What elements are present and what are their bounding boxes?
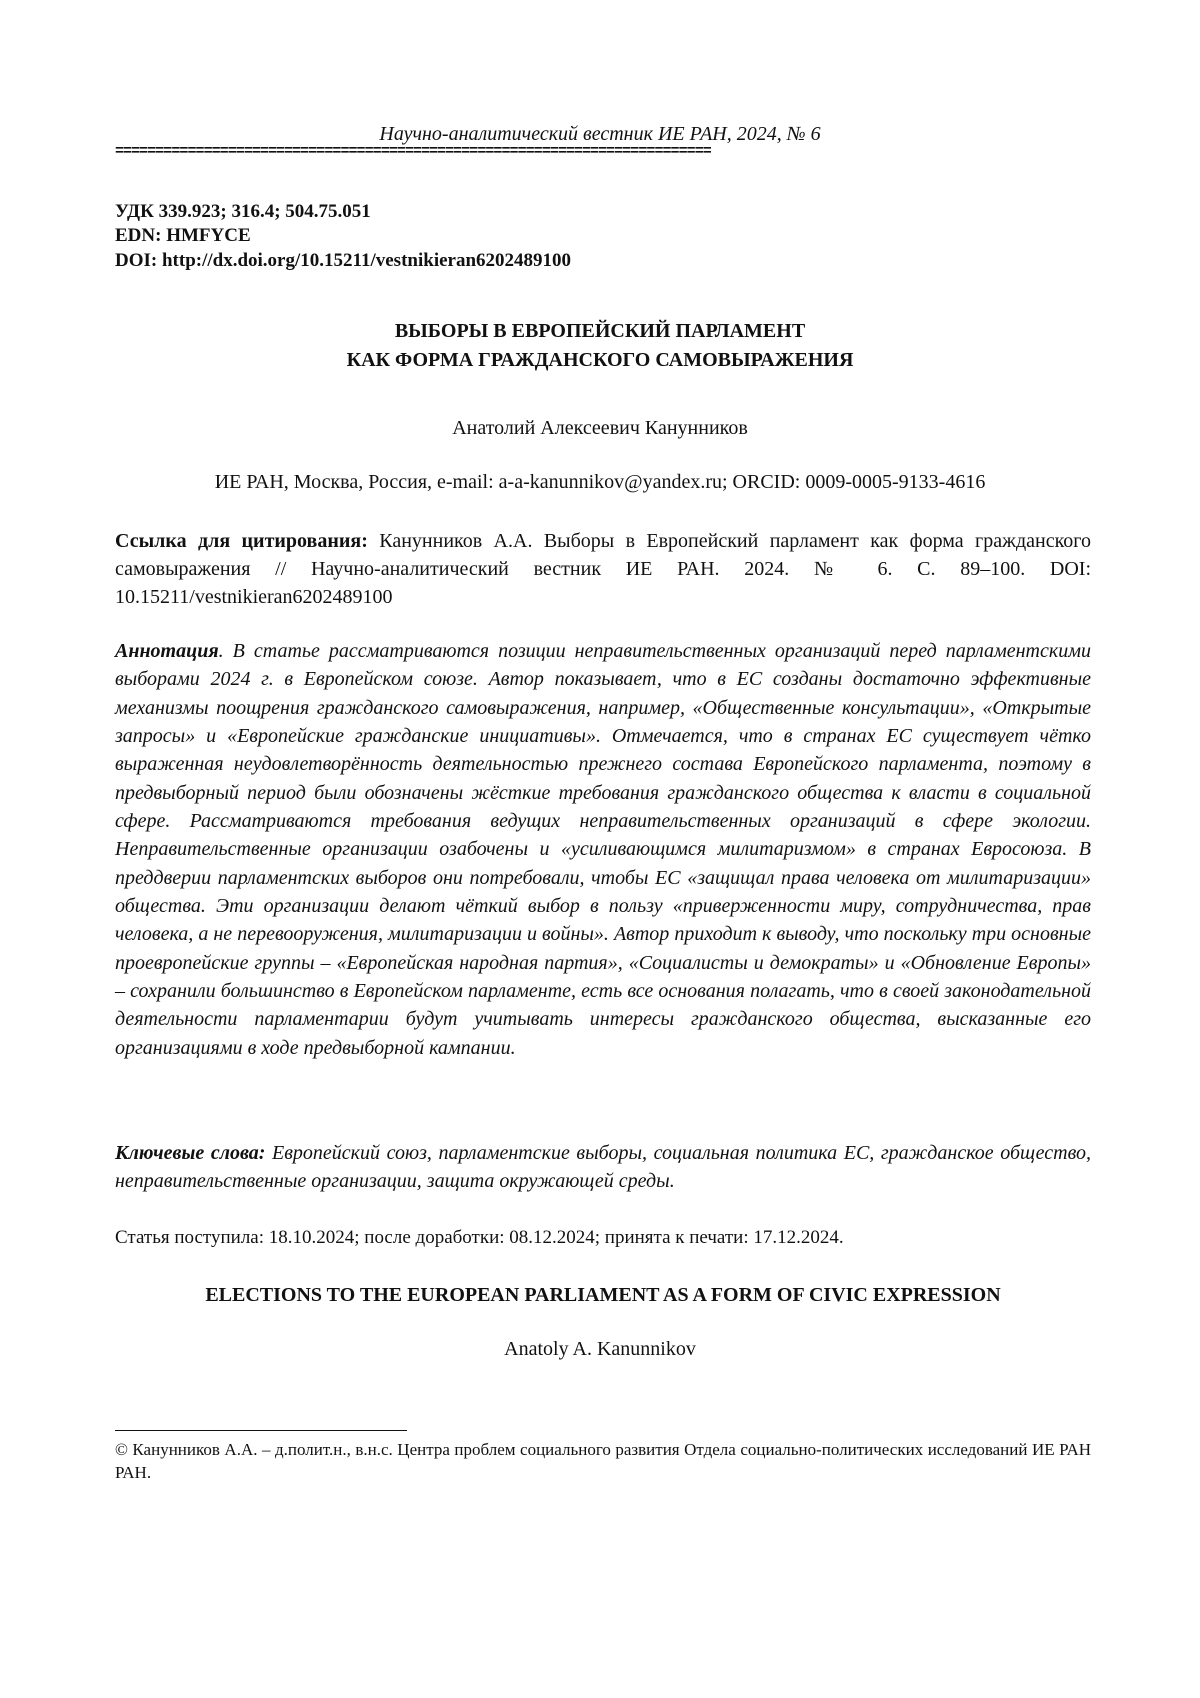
doi-link[interactable]: DOI: http://dx.doi.org/10.15211/vestnikieran6202489100 [115,250,572,271]
citation-block [115,527,1091,611]
abstract-block [115,637,1091,1062]
keywords-label: Ключевые слова: [115,1142,266,1164]
footnote-divider [115,1430,407,1431]
header-rule: ========================================================================== [115,146,711,158]
article-title-line-2: КАК ФОРМА ГРАЖДАНСКОГО САМОВЫРАЖЕНИЯ [346,349,854,371]
author-footnote: © Канунников А.А. – д.полит.н., в.н.с. Центра проблем социального развития Отдела социально-политических исследований ИЕ РАН РАН. [115,1440,1091,1482]
english-author: Anatoly A. Kanunnikov [504,1338,696,1360]
udc-code: УДК 339.923; 316.4; 504.75.051 [115,201,371,222]
abstract-label: Аннотация [115,640,219,662]
keywords-text: Европейский союз, парламентские выборы, социальная политика ЕС, гражданское общество, неправительственные организации, защита окружающей среды. [115,1142,1092,1192]
article-title-line-1: ВЫБОРЫ В ЕВРОПЕЙСКИЙ ПАРЛАМЕНТ [394,320,806,342]
author-name: Анатолий Алексеевич Канунников [452,417,748,439]
running-header: Научно-аналитический вестник ИЕ РАН, 2024, № 6 [379,123,821,145]
citation-label: Ссылка для цитирования: [115,530,368,552]
abstract-text: . В статье рассматриваются позиции неправительственных организаций перед парламентскими выборами 2024 г. в Европейском союзе. Автор показывает, что в ЕС созданы достаточно эффективные механизмы поощрения гражданского самовыражения, например, «Общественные консультации», «Открытые запросы» и «Европейские гражданские инициативы». Отмечается, что в странах ЕС существует чётко выраженная неудовлетворённость деятельностью прежнего состава Европейского парламента, поэтому в предвыборный период были обозначены жёсткие требования гражданского общества к власти в социальной сфере. Рассматриваются требования ведущих неправительственных организаций в сфере экологии. Неправительственные организации озабочены и «усиливающимся милитаризмом» в странах Евросоюза. В преддверии парламентских выборов они потребовали, чтобы ЕС «защищал права человека от милитаризации» общества. Эти организации делают чёткий выбор в пользу «приверженности миру, сотрудничества, прав человека, а не перевооружения, милитаризации и войны». Автор приходит к выводу, что поскольку три основные проевропейские группы – «Европейская народная партия», «Социалисты и демократы» и «Обновление Европы» – сохранили большинство в Европейском парламенте, есть все основания полагать, что в своей законодательной деятельности парламентарии будут учитывать интересы гражданского общества, высказанные его организациями в ходе предвыборной кампании. [115,640,1091,1059]
article-title [0,317,1200,375]
keywords-block [115,1139,1091,1195]
citation-text: Канунников А.А. Выборы в Европейский парламент как форма гражданского самовыражения // Научно-аналитический вестник ИЕ РАН. 2024. № 6. С. 89–100. DOI: 10.15211/vestnikieran6202489100 [115,530,1091,608]
english-title: ELECTIONS TO THE EUROPEAN PARLIAMENT AS A FORM OF CIVIC EXPRESSION [205,1284,1001,1306]
author-affiliation: ИЕ РАН, Москва, Россия, e-mail: a-a-kanunnikov@yandex.ru; ORCID: 0009-0005-9133-4616 [214,471,986,493]
article-dates: Статья поступила: 18.10.2024; после доработки: 08.12.2024; принята к печати: 17.12.2024. [115,1227,844,1248]
edn-code: EDN: HMFYCE [115,225,251,246]
